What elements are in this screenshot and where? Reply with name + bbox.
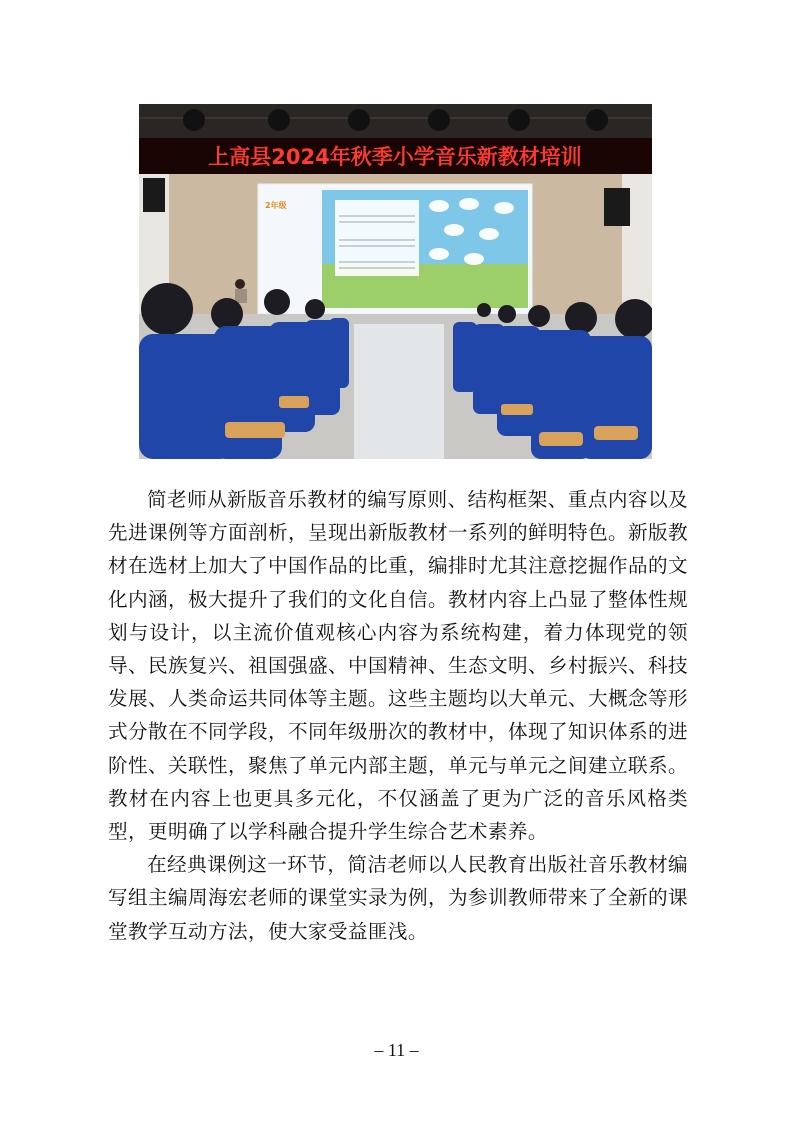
training-photo: [139, 104, 652, 459]
paragraph: 简老师从新版音乐教材的编写原则、结构框架、重点内容以及先进课例等方面剖析，呈现出新版教材一系列的鲜明特色。新版教材在选材上加大了中国作品的比重，编排时尤其注意挖掘作品的文化内涵，极大提升了我们的文化自信。教材内容上凸显了整体性规划与设计，以主流价值观核心内容为系统构建，着力体现党的领导、民族复兴、祖国强盛、中国精神、生态文明、乡村振兴、科技发展、人类命运共同体等主题。这些主题均以大单元、大概念等形式分散在不同学段，不同年级册次的教材中，体现了知识体系的进阶性、关联性，聚焦了单元内部主题，单元与单元之间建立联系。教材在内容上也更具多元化，不仅涵盖了更为广泛的音乐风格类型，更明确了以学科融合提升学生综合艺术素养。: [108, 488, 688, 844]
led-banner-text: 上高县2024年秋季小学音乐新教材培训: [208, 145, 582, 169]
slide-grade-tag: 2年级: [265, 201, 287, 210]
page-number: – 11 –: [374, 1040, 419, 1060]
paragraph: 在经典课例这一环节，简洁老师以人民教育出版社音乐教材编写组主编周海宏老师的课堂实录为例，为参训教师带来了全新的课堂教学互动方法，使大家受益匪浅。: [108, 853, 688, 943]
article-body: [108, 483, 688, 948]
